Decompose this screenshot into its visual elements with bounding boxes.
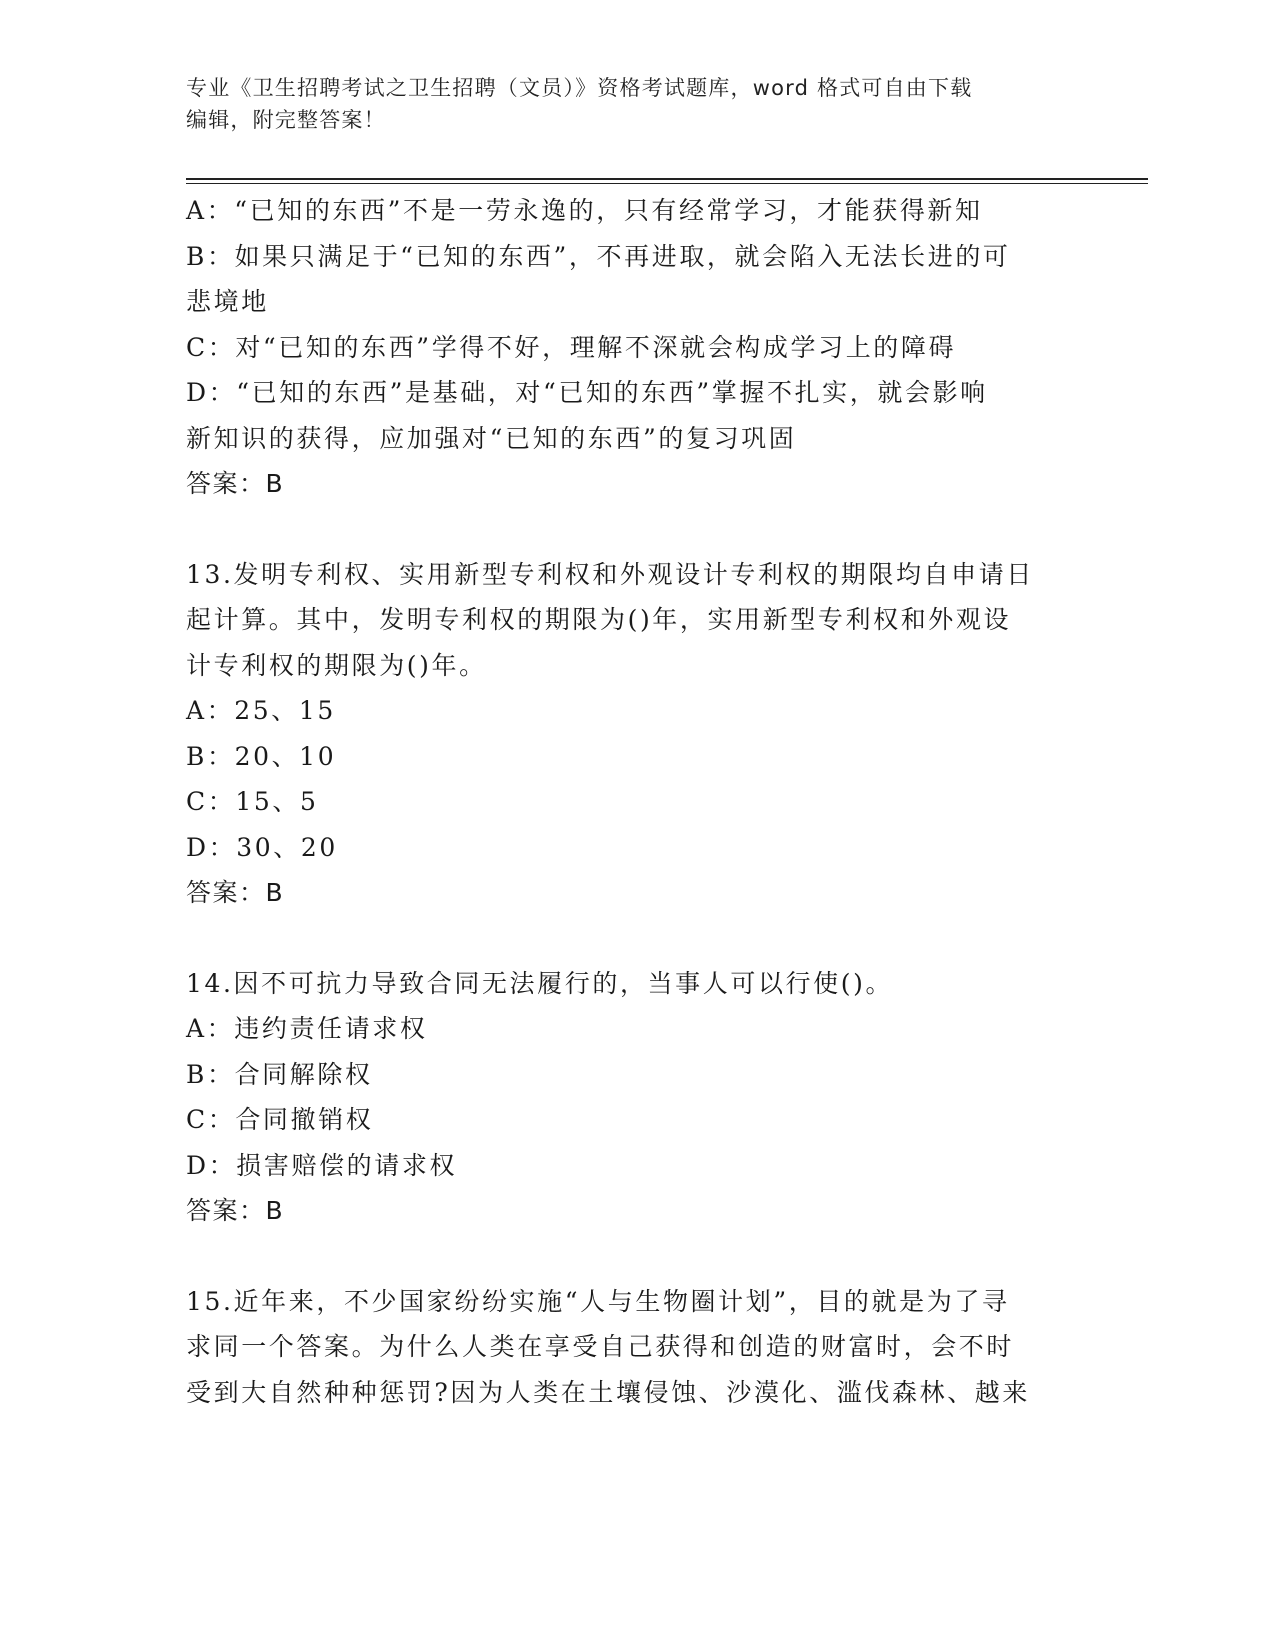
option-b: B：20、10 [186,741,337,771]
option-d-line-2: 新知识的获得，应加强对“已知的东西”的复习巩固 [186,423,797,453]
option-c: C：合同撤销权 [186,1105,374,1134]
option-d-line-1: D：“已知的东西”是基础，对“已知的东西”掌握不扎实，就会影响 [186,378,988,407]
option-d: D：30、20 [186,832,338,862]
question-stem-line-1: 15.近年来，不少国家纷纷实施“人与生物圈计划”，目的就是为了寻 [186,1286,1010,1316]
header-line-1: 专业《卫生招聘考试之卫生招聘（文员）》资格考试题库，word 格式可自由下载 [186,76,973,100]
question-stem-line-3: 计专利权的期限为()年。 [186,650,487,680]
question-content [186,188,1066,1415]
option-b: B：合同解除权 [186,1059,373,1089]
option-b-line-1: B：如果只满足于“已知的东西”，不再进取，就会陷入无法长进的可 [186,241,1011,271]
option-a: A：25、15 [186,696,336,725]
answer: 答案：B [186,1196,285,1225]
spacer [186,507,1066,552]
question-stem-line-2: 求同一个答案。为什么人类在享受自己获得和创造的财富时，会不时 [186,1332,1015,1361]
answer: 答案：B [186,878,285,907]
spacer [186,916,1066,961]
option-a: A：“已知的东西”不是一劳永逸的，只有经常学习，才能获得新知 [186,196,983,225]
document-header [186,72,1086,136]
option-c: C：对“已知的东西”学得不好，理解不深就会构成学习上的障碍 [186,332,957,362]
question-13 [186,552,1066,916]
spacer [186,1234,1066,1279]
header-divider-thick [186,178,1148,180]
answer: 答案：B [186,469,285,498]
question-15 [186,1279,1066,1416]
option-d: D：损害赔偿的请求权 [186,1150,458,1180]
header-line-2: 编辑，附完整答案！ [186,108,386,132]
question-14 [186,961,1066,1234]
question-stem-line-1: 14.因不可抗力导致合同无法履行的，当事人可以行使()。 [186,968,894,998]
option-b-line-2: 悲境地 [186,287,269,316]
question-stem-line-3: 受到大自然种种惩罚?因为人类在土壤侵蚀、沙漠化、滥伐森林、越来 [186,1377,1031,1407]
option-c: C：15、5 [186,787,319,816]
question-stem-line-2: 起计算。其中，发明专利权的期限为()年，实用新型专利权和外观设 [186,605,1012,634]
question-stem-line-1: 13.发明专利权、实用新型专利权和外观设计专利权的期限均自申请日 [186,559,1034,589]
question-12 [186,188,1066,507]
option-a: A：违约责任请求权 [186,1014,428,1043]
header-divider-thin [186,183,1148,184]
